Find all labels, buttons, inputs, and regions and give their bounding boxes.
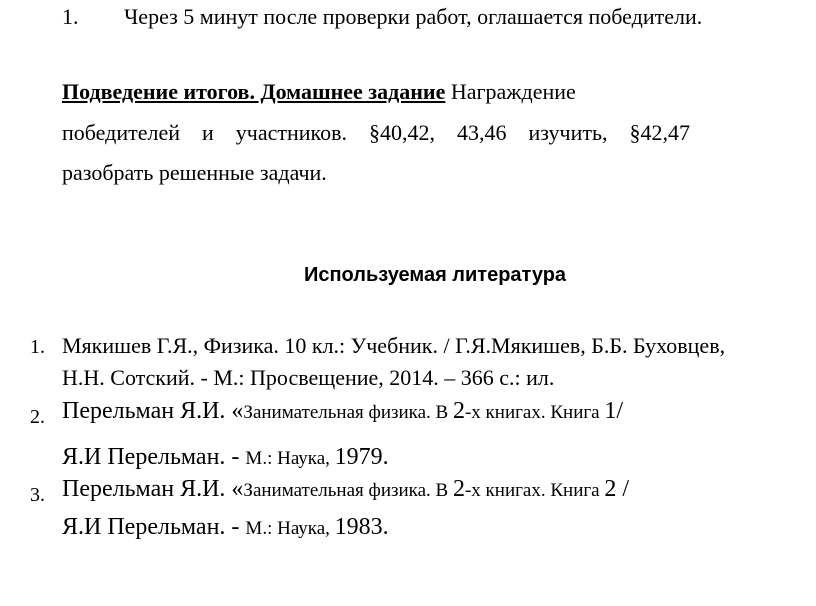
literature-item-2-author-2: Я.И Перельман. - [62, 444, 246, 470]
literature-item-3-book-num: 2 / [604, 476, 630, 502]
literature-item-2-author: Перельман Я.И. « [62, 398, 244, 424]
literature-item-1-line-1: Мякишев Г.Я., Физика. 10 кл.: Учебник. / Г.Я.Мякишев, Б.Б. Буховцев, [62, 333, 726, 358]
literature-item-3-sep: . В [426, 480, 453, 501]
literature-title: Используемая литература [303, 264, 567, 286]
literature-item-3-title: Занимательная физика [243, 480, 427, 501]
literature-item-2-books: -х книгах [464, 402, 541, 423]
literature-item-3-count: 2 [452, 476, 465, 502]
literature-item-2-line-1 [62, 398, 623, 425]
intro-item-text: Через 5 минут после проверки работ, оглашается победители. [124, 4, 703, 29]
summary-line-3: разобрать решенные задачи. [62, 160, 327, 185]
summary-line-1-rest: Награждение [445, 79, 576, 104]
summary-line-1 [62, 79, 576, 105]
literature-item-1-line-2: Н.Н. Сотский. - М.: Просвещение, 2014. – 366 с.: ил. [62, 365, 555, 390]
literature-item-2-count: 2 [452, 398, 465, 424]
literature-item-number: 3. [30, 484, 45, 506]
literature-item-number: 2. [30, 406, 45, 428]
literature-item-2-sep: . В [426, 402, 453, 423]
literature-item-number: 1. [30, 336, 45, 358]
intro-item-number: 1. [62, 4, 79, 29]
literature-item-3-author-2: Я.И Перельман. - [62, 514, 246, 540]
summary-line-2: победителей и участников. §40,42, 43,46 изучить, §42,47 [62, 120, 690, 145]
literature-item-2-book-label: . Книга [540, 402, 605, 423]
literature-item-3-author: Перельман Я.И. « [62, 476, 244, 502]
literature-item-2-line-2 [62, 444, 389, 471]
literature-item-3-publisher: М.: Наука, [245, 518, 335, 539]
literature-item-3-line-2 [62, 514, 389, 541]
literature-item-3-line-1 [62, 476, 629, 503]
literature-item-2-year: 1979. [334, 444, 389, 470]
literature-item-2-title: Занимательная физика [243, 402, 427, 423]
literature-item-2-book-num: 1/ [604, 398, 624, 424]
literature-item-3-books: -х книгах [464, 480, 541, 501]
literature-item-2-publisher: М.: Наука, [245, 448, 335, 469]
literature-item-3-year: 1983. [334, 514, 389, 540]
summary-heading: Подведение итогов. Домашнее задание [62, 79, 446, 104]
literature-item-3-book-label: . Книга [540, 480, 605, 501]
